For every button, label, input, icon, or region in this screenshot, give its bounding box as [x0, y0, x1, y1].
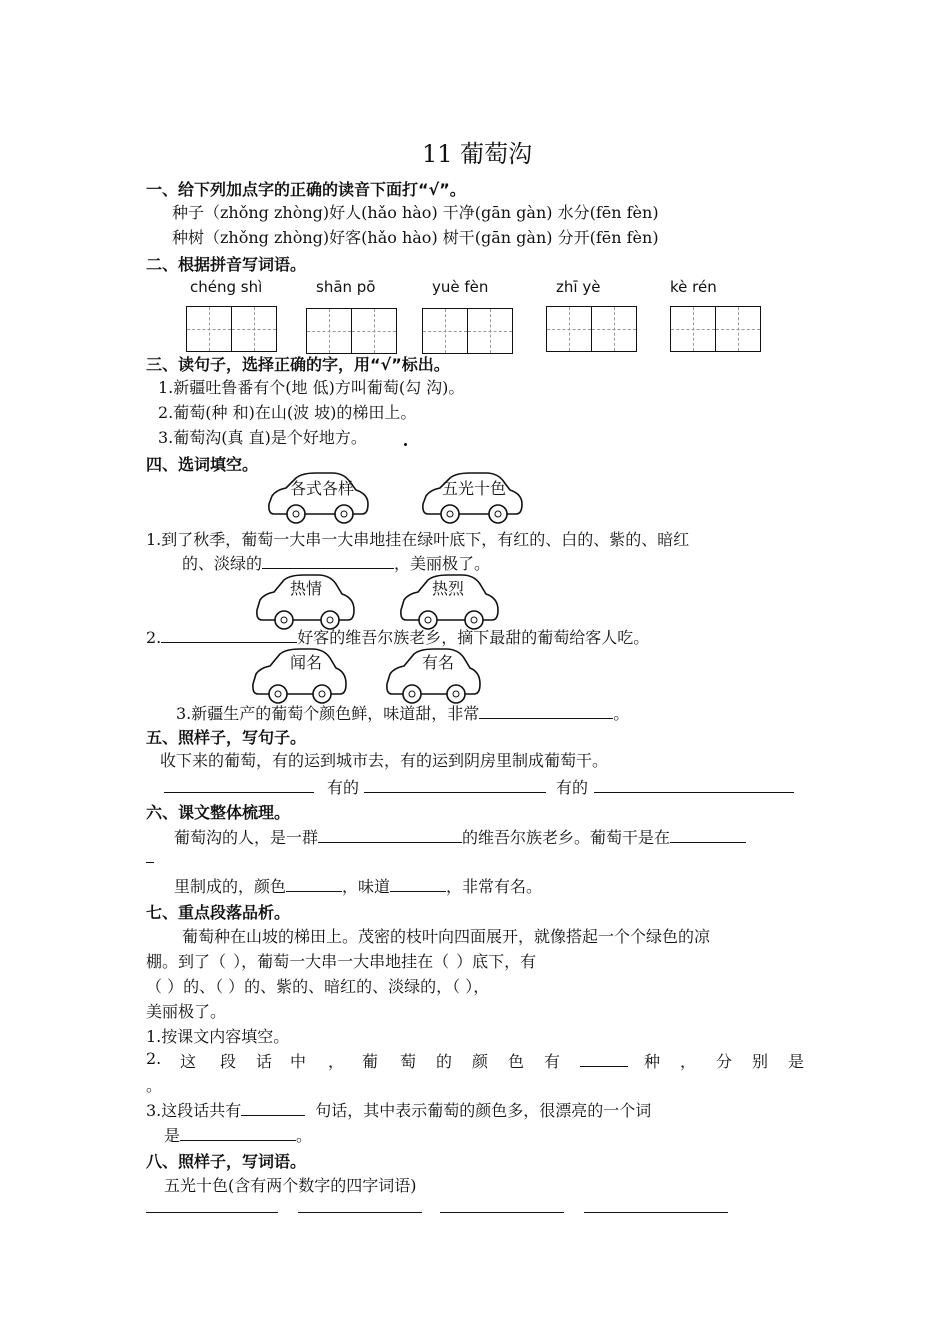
pinyin-4: zhī yè — [556, 278, 601, 296]
s7-q3-text-d: 。 — [296, 1126, 313, 1145]
writing-grid-4[interactable] — [546, 306, 637, 352]
s7-q3-line-2 — [164, 1123, 312, 1146]
word-choice-1: 各式各样 — [290, 479, 355, 498]
s7-para-1: 葡萄种在山坡的梯田上。茂密的枝叶向四面展开，就像搭起一个个绿色的凉 — [182, 927, 711, 946]
writing-grid-5[interactable] — [670, 306, 761, 352]
answer-line[interactable] — [584, 1212, 728, 1213]
answer-line[interactable] — [364, 792, 546, 793]
answer-blank[interactable] — [161, 641, 297, 643]
s7-q2-char: 中 — [290, 1052, 307, 1071]
s5-example: 收下来的葡萄，有的运到城市去，有的运到阴房里制成葡萄干。 — [160, 751, 609, 770]
s4-q3-line — [176, 701, 629, 724]
s1-line-2: 种树（zhǒng zhòng)好客(hǎo hào) 树干(gān gàn) 分开(fēn fèn) — [172, 228, 659, 247]
word-choice-4: 热烈 — [432, 579, 465, 598]
s6-text-a: 葡萄沟的人，是一群 — [174, 828, 319, 847]
s8-example: 五光十色(含有两个数字的四字词语) — [164, 1176, 417, 1195]
s6-text-c: 里制成的，颜色 — [174, 877, 287, 896]
s7-q2-char: 这 — [180, 1052, 197, 1071]
dot-mark — [404, 443, 407, 446]
s4-q1-text-pre: 的、淡绿的 — [182, 554, 263, 573]
writing-grid-3[interactable] — [422, 308, 513, 354]
s6-text-e: ，非常有名。 — [446, 877, 543, 896]
s7-q2-shi: 是 — [788, 1052, 805, 1071]
word-choice-6: 有名 — [422, 653, 455, 672]
s5-you-1: 有的 — [327, 778, 360, 797]
answer-line[interactable] — [146, 1212, 278, 1213]
s4-q1-line-a: 1.到了秋季，葡萄一大串一大串地挂在绿叶底下，有红的、白的、紫的、暗红 — [146, 530, 690, 549]
s3-question-1: 1.新疆吐鲁番有个(地 低)方叫葡萄(勾 沟)。 — [158, 378, 465, 397]
s7-para-3: （ ）的、（ ）的、紫的、暗红的、淡绿的，（ ）， — [146, 977, 490, 996]
s7-para-4: 美丽极了。 — [146, 1002, 227, 1021]
pinyin-3: yuè fèn — [432, 278, 489, 296]
s4-q2-text-pre: 2. — [146, 628, 162, 647]
section-1-heading: 一、给下列加点字的正确的读音下面打“√”。 — [146, 180, 466, 199]
s5-you-2: 有的 — [556, 778, 589, 797]
pinyin-2: shān pō — [316, 278, 376, 296]
answer-blank[interactable] — [262, 567, 394, 569]
s7-q2-char: 段 — [220, 1052, 237, 1071]
s7-q2-char: 葡 — [362, 1052, 379, 1071]
section-5-heading: 五、照样子，写句子。 — [146, 728, 307, 747]
s6-line-2 — [174, 874, 542, 897]
s7-q3-text-b: 句话，其中表示葡萄的颜色多，很漂亮的一个词 — [315, 1101, 652, 1120]
answer-blank[interactable] — [479, 717, 613, 719]
s6-text-d: ，味道 — [342, 877, 391, 896]
s7-q2-bie: 别 — [752, 1052, 769, 1071]
section-4-heading: 四、选词填空。 — [146, 455, 259, 474]
s3-question-2: 2.葡萄(种 和)在山(波 坡)的梯田上。 — [158, 403, 417, 422]
s7-q2-char: 的 — [436, 1052, 453, 1071]
s7-q2-end: 。 — [146, 1076, 163, 1095]
s7-para-2: 棚。到了（ ），葡萄一大串一大串地挂在（ ）底下，有 — [146, 952, 537, 971]
s7-question-1: 1.按课文内容填空。 — [146, 1027, 290, 1046]
answer-blank[interactable] — [241, 1114, 305, 1116]
answer-line[interactable] — [440, 1212, 564, 1213]
s4-q3-text-post: 。 — [613, 704, 630, 723]
word-choice-3: 热情 — [290, 579, 323, 598]
answer-line[interactable] — [580, 1066, 628, 1067]
answer-blank[interactable] — [670, 841, 746, 843]
s1-line-1: 种子（zhǒng zhòng)好人(hǎo hào) 干净(gān gàn) 水分(fēn fèn) — [172, 203, 659, 222]
pinyin-1: chéng shì — [190, 278, 263, 296]
s7-q2-char: 话 — [256, 1052, 273, 1071]
answer-blank[interactable] — [390, 890, 446, 892]
page-title: 11 葡萄沟 — [422, 140, 533, 168]
answer-line[interactable] — [594, 792, 794, 793]
answer-blank[interactable] — [318, 841, 462, 843]
answer-line[interactable] — [146, 862, 154, 863]
answer-line[interactable] — [298, 1212, 422, 1213]
section-6-heading: 六、课文整体梳理。 — [146, 803, 291, 822]
s6-line-1 — [174, 825, 746, 848]
answer-blank[interactable] — [180, 1139, 296, 1141]
s4-q1-line-b — [182, 551, 490, 574]
s7-q2-char: 色 — [508, 1052, 525, 1071]
s4-q2-line — [146, 625, 649, 648]
s7-q2-char: 颜 — [472, 1052, 489, 1071]
section-2-heading: 二、根据拼音写词语。 — [146, 255, 307, 274]
s6-text-b: 的维吾尔族老乡。葡萄干是在 — [462, 828, 671, 847]
word-choice-2: 五光十色 — [442, 479, 507, 498]
section-8-heading: 八、照样子，写词语。 — [146, 1152, 307, 1171]
pinyin-5: kè rén — [670, 278, 717, 296]
section-3-heading: 三、读句子，选择正确的字，用“√”标出。 — [146, 355, 450, 374]
s7-q2-zhong: 种 — [644, 1052, 661, 1071]
s7-q3-text-c: 是 — [164, 1126, 181, 1145]
answer-line[interactable] — [164, 792, 314, 793]
section-7-heading: 七、重点段落品析。 — [146, 903, 291, 922]
s7-q3-text-a: 3.这段话共有 — [146, 1101, 242, 1120]
s7-q2-comma: ， — [680, 1052, 697, 1071]
answer-blank[interactable] — [286, 890, 342, 892]
s7-q2-char: 萄 — [400, 1052, 417, 1071]
writing-grid-1[interactable] — [186, 306, 277, 352]
s4-q1-text-post: ，美丽极了。 — [394, 554, 491, 573]
s7-q2-char: ， — [328, 1052, 345, 1071]
writing-grid-2[interactable] — [306, 308, 397, 354]
s3-question-3: 3.葡萄沟(真 直)是个好地方。 — [158, 428, 367, 447]
s7-q2-char: 有 — [544, 1052, 561, 1071]
s7-q2-label: 2. — [146, 1049, 162, 1068]
s4-q3-text-pre: 3.新疆生产的葡萄个颜色鲜，味道甜，非常 — [176, 704, 480, 723]
s7-q3-line — [146, 1098, 651, 1121]
s7-q2-fen: 分 — [716, 1052, 733, 1071]
s4-q2-text-post: 好客的维吾尔族老乡，摘下最甜的葡萄给客人吃。 — [297, 628, 650, 647]
word-choice-5: 闻名 — [290, 653, 323, 672]
